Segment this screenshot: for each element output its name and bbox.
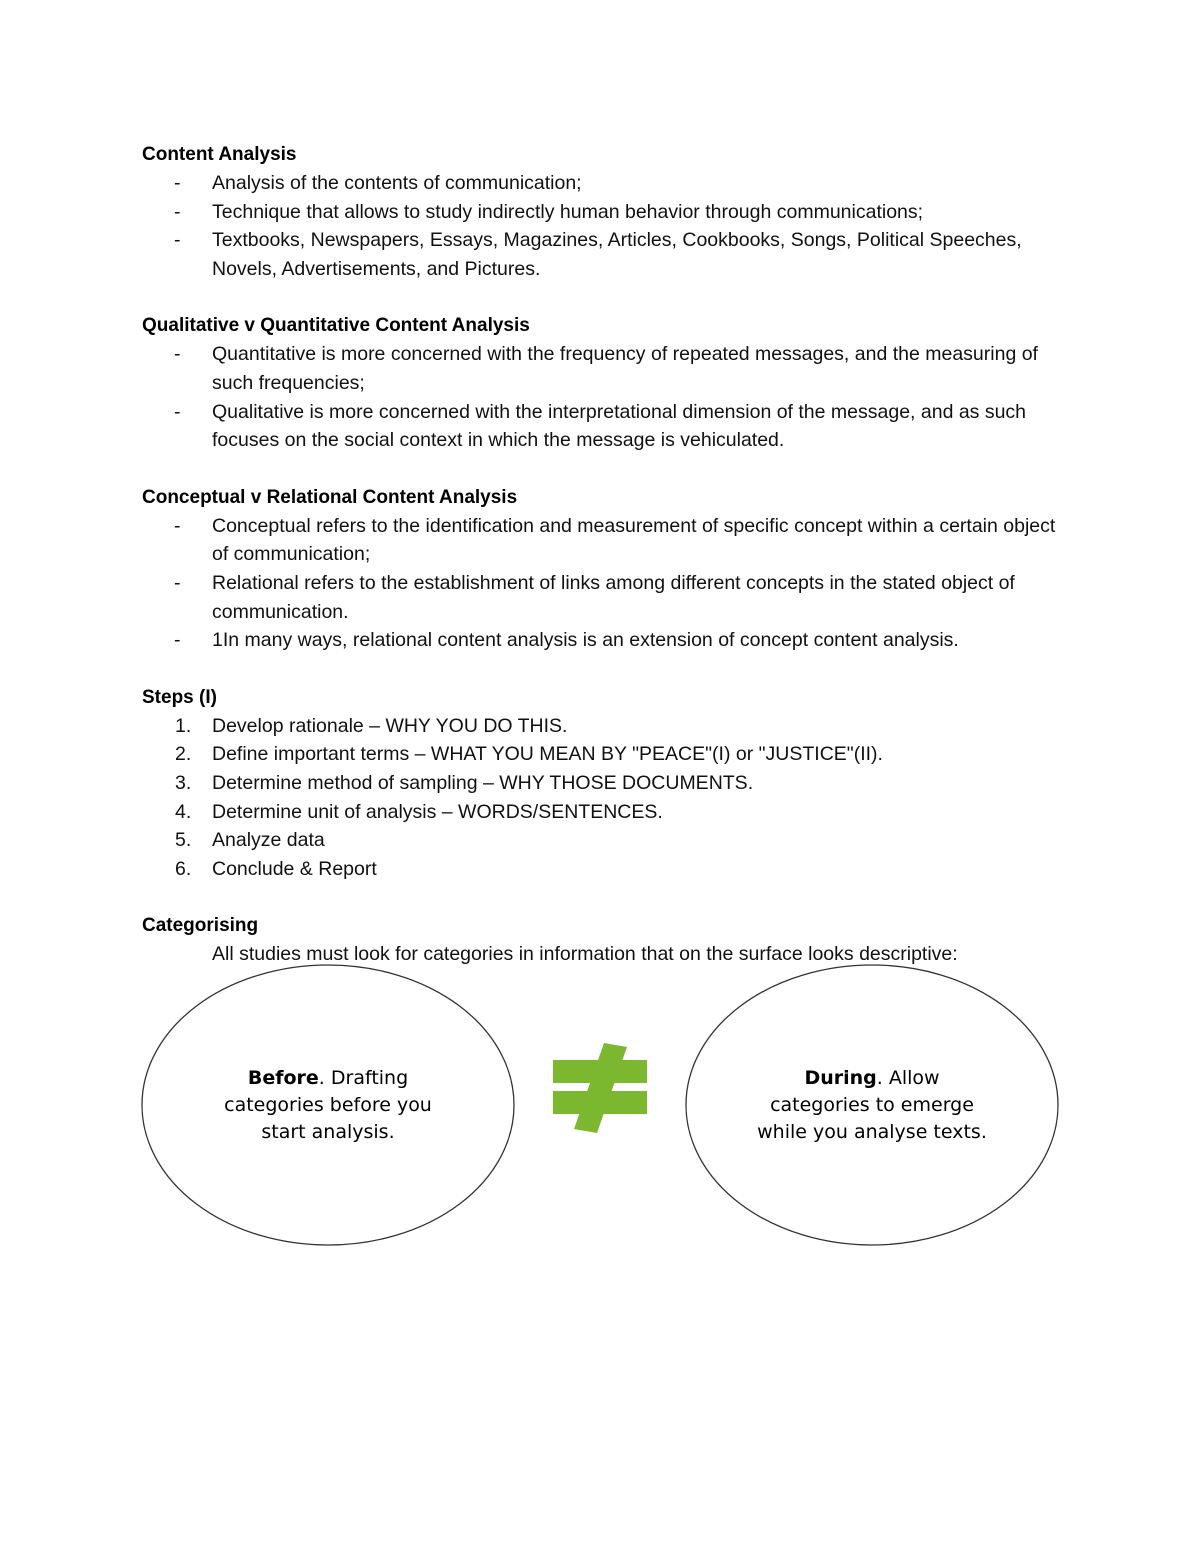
- list-item: [142, 712, 1062, 741]
- list-item: [142, 855, 1062, 884]
- before-label-rest: . Drafting categories before you start analysis.: [224, 1067, 432, 1143]
- section-heading: Conceptual v Relational Content Analysis: [142, 486, 518, 508]
- list-item: [142, 826, 1062, 855]
- bullet-list: [142, 169, 1062, 283]
- numbered-list: [142, 712, 1062, 884]
- list-item-text: Qualitative is more concerned with the interpretational dimension of the message, and as such focuses on the social context in which the message is vehiculated.: [212, 400, 1027, 452]
- before-label-bold: Before: [247, 1067, 319, 1089]
- list-item: [142, 626, 1062, 655]
- list-item-text: Determine unit of analysis – WORDS/SENTENCES.: [212, 800, 663, 823]
- list-item-text: Determine method of sampling – WHY THOSE DOCUMENTS.: [212, 771, 754, 794]
- list-item: [142, 569, 1062, 626]
- list-item-text: Conclude & Report: [212, 857, 377, 880]
- step-number: 1.: [175, 714, 192, 737]
- list-item-text: Relational refers to the establishment of links among different concepts in the stated object of communication.: [212, 571, 1015, 623]
- step-number: 3.: [175, 771, 192, 794]
- list-item-text: Conceptual refers to the identification and measurement of specific concept within a certain object of communication;: [212, 514, 1056, 566]
- list-item: [142, 398, 1062, 455]
- list-item-text: Analyze data: [212, 829, 325, 852]
- dash-marker: -: [174, 571, 181, 594]
- dash-marker: -: [174, 343, 181, 366]
- dash-marker: -: [174, 172, 181, 194]
- during-label-bold: During: [804, 1067, 877, 1089]
- list-item: [142, 740, 1062, 769]
- section-heading: Steps (I): [142, 686, 217, 708]
- list-item: [142, 798, 1062, 827]
- section-steps: [142, 683, 1062, 884]
- section-content-analysis: [142, 140, 1062, 283]
- dash-marker: -: [174, 200, 181, 223]
- section-heading: Qualitative v Quantitative Content Analysis: [142, 315, 530, 337]
- not-equal-icon: [553, 1043, 647, 1133]
- during-label: [752, 1065, 992, 1146]
- list-item-text: Textbooks, Newspapers, Essays, Magazines, Articles, Cookbooks, Songs, Political Speeches, Novels, Advertisements, and Pictures.: [212, 229, 1022, 280]
- list-item: [142, 512, 1062, 569]
- step-number: 2.: [175, 743, 192, 766]
- list-item: [142, 198, 1062, 227]
- during-label-rest: . Allow categories to emerge while you analyse texts.: [757, 1067, 987, 1143]
- section-conceptual-relational: [142, 483, 1062, 655]
- list-item-text: 1In many ways, relational content analysis is an extension of concept content analysis.: [212, 629, 959, 652]
- categorising-text: All studies must look for categories in information that on the surface looks descriptive:: [212, 943, 958, 966]
- list-item: [142, 226, 1062, 283]
- document-body: [142, 140, 1062, 997]
- section-heading: Categorising: [142, 915, 259, 937]
- list-item: [142, 340, 1062, 397]
- list-item-text: Quantitative is more concerned with the frequency of repeated messages, and the measuring of such frequencies;: [212, 343, 1038, 394]
- step-number: 4.: [175, 800, 192, 823]
- step-number: 6.: [175, 857, 192, 880]
- list-item-text: Develop rationale – WHY YOU DO THIS.: [212, 714, 568, 737]
- dash-marker: -: [174, 514, 181, 537]
- bullet-list: [142, 512, 1062, 655]
- section-heading: Content Analysis: [142, 144, 297, 165]
- dash-marker: -: [174, 629, 181, 652]
- during-ellipse: [686, 965, 1058, 1245]
- before-ellipse: [142, 965, 514, 1245]
- dash-marker: -: [174, 400, 181, 423]
- step-number: 5.: [175, 829, 192, 852]
- list-item-text: Technique that allows to study indirectly human behavior through communications;: [212, 200, 924, 223]
- list-item-text: Define important terms – WHAT YOU MEAN BY "PEACE"(I) or "JUSTICE"(II).: [212, 743, 883, 766]
- dash-marker: -: [174, 229, 181, 252]
- section-qualitative-quantitative: [142, 311, 1062, 454]
- section-categorising: [142, 911, 1062, 969]
- bullet-list: [142, 340, 1062, 454]
- before-label: [208, 1065, 448, 1146]
- list-item: [142, 169, 1062, 198]
- list-item-text: Analysis of the contents of communication;: [212, 172, 582, 194]
- list-item: [142, 769, 1062, 798]
